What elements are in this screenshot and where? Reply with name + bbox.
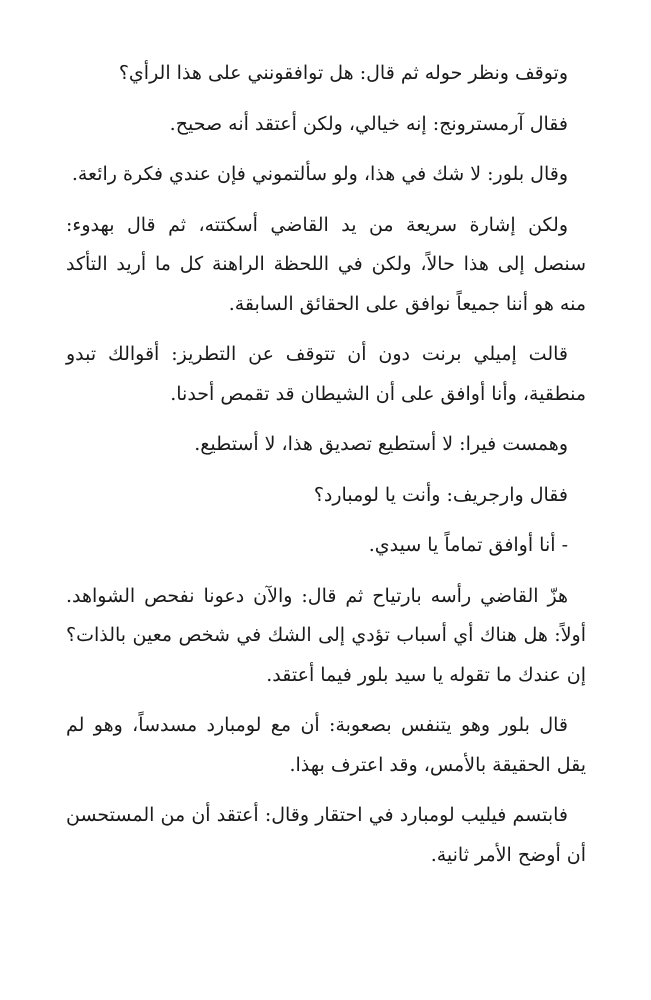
book-page-text [66, 54, 586, 886]
paragraph: وتوقف ونظر حوله ثم قال: هل توافقونني على هذا الرأي؟ [118, 62, 568, 84]
paragraph: وهمست فيرا: لا أستطيع تصديق هذا، لا أستطيع. [194, 433, 568, 455]
paragraph: قال بلور وهو يتنفس بصعوبة: أن مع لومبارد مسدساً، وهو لم يقل الحقيقة بالأمس، وقد اعترف بهذا. [66, 714, 586, 776]
paragraph: فابتسم فيليب لومبارد في احتقار وقال: أعتقد أن من المستحسن أن أوضح الأمر ثانية. [66, 804, 586, 866]
paragraph: ولكن إشارة سريعة من يد القاضي أسكتته، ثم قال بهدوء: سنصل إلى هذا حالاً، ولكن في اللحظة الراهنة كل ما أريد التأكد منه هو أننا جميعاً نوافق على الحقائق السابقة. [66, 213, 586, 315]
paragraph: فقال وارجريف: وأنت يا لومبارد؟ [313, 483, 568, 506]
paragraph: قالت إميلي برنت دون أن تتوقف عن التطريز: أقوالك تبدو منطقية، وأنا أوافق على أن الشيطان قد تقمص أحدنا. [66, 343, 586, 405]
paragraph: - أنا أوافق تماماً يا سيدي. [368, 534, 568, 556]
paragraph: وقال بلور: لا شك في هذا، ولو سألتموني فإن عندي فكرة رائعة. [71, 163, 568, 185]
paragraph: فقال آرمسترونج: إنه خيالي، ولكن أعتقد أنه صحيح. [169, 112, 568, 135]
paragraph: هزّ القاضي رأسه بارتياح ثم قال: والآن دعونا نفحص الشواهد. أولاً: هل هناك أي أسباب تؤدي إلى الشك في شخص معين بالذات؟ إن عندك ما تقوله يا سيد بلور فيما أعتقد. [66, 584, 586, 686]
